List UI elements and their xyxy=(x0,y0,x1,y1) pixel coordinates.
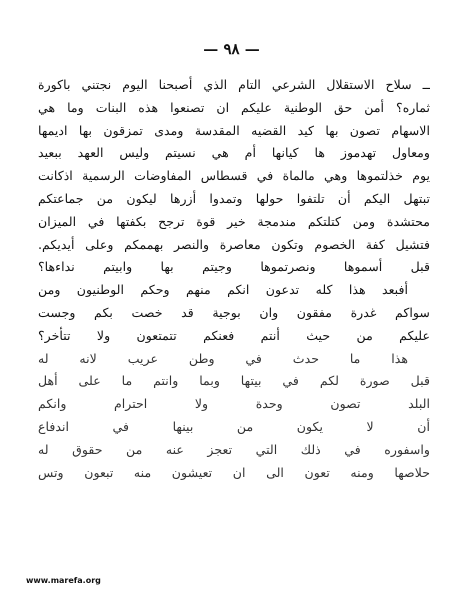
text-line: ــ سلاح الاستقلال الشرعي التام الذي أصبحنا اليوم نجتني باكورة xyxy=(38,77,430,92)
text-line: الاسهام تصون بها كيد القضيه المقدسة ومدى تمزقون بها اديمها xyxy=(38,122,430,138)
text-line: يوم خذلتموها وهي مالماة في قسطاس المفاوضات الرسمية اذكانت xyxy=(38,168,430,184)
text-line: قبل أسموها ونصرتموها وجيتم بها وابيتم نداءها؟ xyxy=(38,259,430,275)
footer-url: www.marefa.org xyxy=(26,576,101,585)
body-text xyxy=(38,74,430,484)
paragraph-start-line: أفبعد هذا كله تدعون انكم منهم وحكم الوطنيون ومن xyxy=(38,282,408,298)
text-line: ومعاول تهدموز ها كيانها أم هي نسيتم وليس العهد ببعيد xyxy=(38,145,430,161)
text-line: قبل صورة لكم في بيتها وبما وانتم ما على أهل xyxy=(38,373,430,389)
text-line: البلد تصون وحدة ولا احترام وانكم xyxy=(38,396,430,412)
text-line: فتشيل كفة الخصوم وتكون معاصرة والنصر بهممكم وعلى أيديكم. xyxy=(38,236,430,252)
text-line: محتشدة ومن كتلتكم مندمجة خير قوة ترجح بكفتها في الميزان xyxy=(38,213,430,229)
paragraph-start-line: هذا ما حدث في وطن عريب لانه له xyxy=(38,350,408,366)
text-line: سواكم غدرة مفقون وان بوجية قد خصت بكم وجست xyxy=(38,304,430,320)
text-line: حلاصها ومنه تعون الى ان تعيشون منه تبعون وتس xyxy=(38,464,430,480)
text-line: أن لا يكون من بينها في اندفاع xyxy=(38,418,430,434)
text-line: ثماره؟ أمن حق الوطنية عليكم ان تصنعوا هذه البنات وما هي xyxy=(38,99,430,115)
text-line: واسفوره في ذلك التي تعجز عنه من حقوق له xyxy=(38,441,430,457)
text-line: عليكم من حيث أنتم فعنكم تتمتعون ولا تتأخر؟ xyxy=(38,327,430,343)
page-number: — ٩٨ — xyxy=(203,40,260,58)
text-line: تبتهل اليكم أن تلتفوا حولها وتمدوا أزرها ليكون من جماعتكم xyxy=(38,190,430,206)
